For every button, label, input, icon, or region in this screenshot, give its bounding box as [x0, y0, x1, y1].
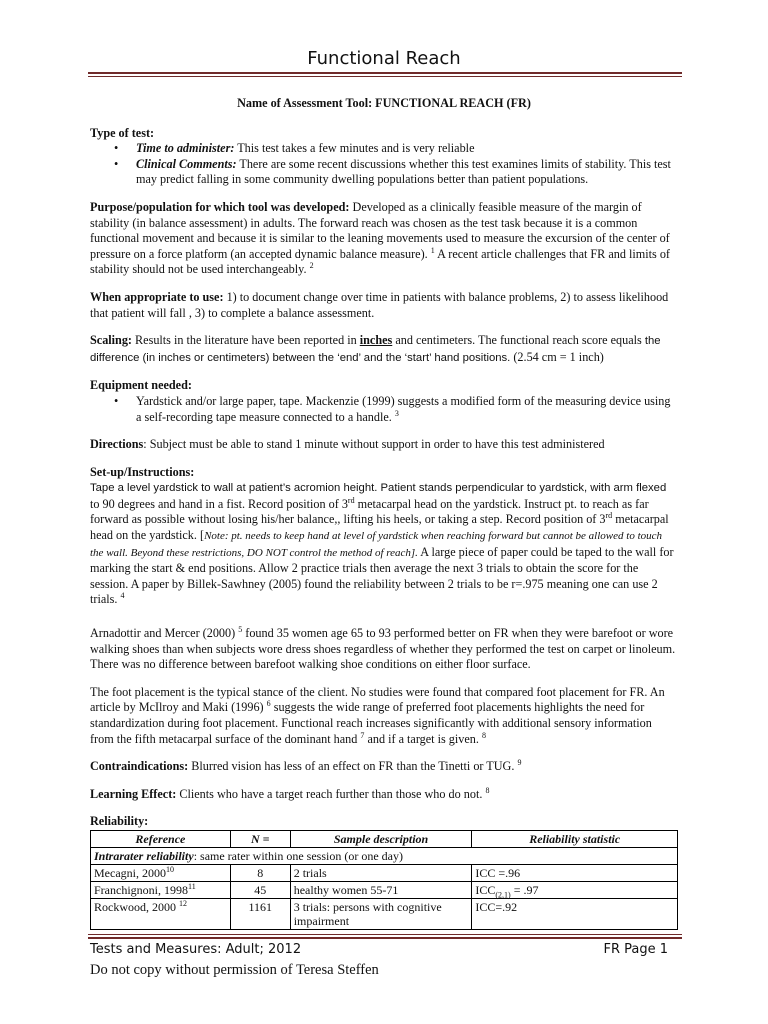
scaling-definition: the difference (in inches or centimeters) between the ‘end’ and the ‘start’ hand positions.: [90, 335, 661, 364]
time-text: This test takes a few minutes and is very reliable: [234, 141, 475, 156]
setup-section: [90, 465, 678, 608]
scaling-text: Results in the literature have been reported in: [131, 333, 360, 348]
table-cell-sample: 2 trials: [290, 864, 472, 881]
arnadottir-paragraph: [90, 626, 678, 673]
footer-copyright: Do not copy without permission of Teresa Steffen: [90, 962, 379, 978]
citation-sup: 1: [430, 245, 435, 255]
reliability-heading: Reliability:: [90, 814, 149, 829]
time-label: Time to administer:: [136, 141, 235, 156]
citation-sup: 8: [481, 730, 486, 740]
table-cell-reference: [91, 864, 231, 881]
table-cell-sample: healthy women 55-71: [290, 881, 472, 898]
stat-text: ICC: [475, 882, 496, 897]
table-cell-statistic: ICC =.96: [472, 864, 678, 881]
purpose-label: Purpose/population for which tool was developed:: [90, 199, 350, 214]
equipment-list: [90, 394, 678, 425]
arnadottir-text: Arnadottir and Mercer (2000): [90, 626, 236, 641]
reference-text: Rockwood, 2000: [94, 899, 176, 914]
table-cell-reference: [91, 881, 231, 898]
equipment-heading: Equipment needed:: [90, 378, 192, 393]
setup-heading: Set-up/Instructions:: [90, 464, 195, 479]
stat-subscript: (2,1): [495, 890, 511, 900]
table-cell-n: 1161: [230, 898, 290, 929]
column-header: Reliability statistic: [472, 830, 678, 847]
citation-sup: 3: [394, 408, 399, 418]
table-cell-statistic: [472, 881, 678, 898]
foot-text-3: and if a target is given.: [364, 731, 479, 746]
footer-page-number: FR Page 1: [603, 942, 668, 957]
when-label: When appropriate to use:: [90, 289, 224, 304]
citation-sup: 9: [517, 758, 522, 768]
list-item: [136, 141, 678, 157]
purpose-paragraph: [90, 200, 678, 278]
purpose-text: Developed as a clinically feasible measure of the margin of stability (in balance assessment) in adults. The forward reach was chosen as the test task because it is a common functional movement and because it is similar to the leaning movements used to measure the excursion of the center of pressure on a force platform (an accepted dynamic balance measure).: [90, 199, 670, 261]
scaling-inches: inches: [359, 333, 393, 348]
column-header: Reference: [91, 830, 231, 847]
setup-text-3: metacarpal head on the yardstick. [: [90, 512, 669, 543]
clinical-label: Clinical Comments:: [136, 156, 237, 171]
table-row: [91, 881, 678, 898]
contraindications-label: Contraindications:: [90, 759, 189, 774]
type-of-test-list: [90, 141, 678, 188]
contraindications-paragraph: [90, 759, 678, 775]
citation-sup: 12: [179, 898, 187, 908]
page-title: Functional Reach: [307, 48, 461, 69]
foot-paragraph: [90, 685, 678, 747]
column-header: Sample description: [290, 830, 472, 847]
type-of-test-section: [90, 126, 678, 188]
setup-text-2: metacarpal head on the yardstick. Instruct pt. to reach as far forward as possible without losing his/her balance,, lifting his heels, or taking a step. Record position of 3: [90, 496, 649, 527]
setup-text: [90, 480, 678, 608]
column-header: N =: [230, 830, 290, 847]
citation-sup: 5: [238, 624, 243, 634]
group-cell: [91, 847, 678, 864]
learning-paragraph: [90, 787, 678, 803]
citation-sup: 7: [360, 730, 365, 740]
list-item: [136, 157, 678, 188]
foot-text: The foot placement is the typical stance of the client. No studies were found that compared foot placement for FR. An article by McIlroy and Maki (1996): [90, 684, 665, 715]
setup-note: Note: pt. needs to keep hand at level of yardstick when reaching forward but cannot be allowed to touch the wall. Beyond these restrictions, DO NOT control the method of reach].: [90, 530, 663, 559]
type-of-test-heading: Type of test:: [90, 125, 155, 140]
directions-label: Directions: [90, 437, 144, 452]
contraindications-text: Blurred vision has less of an effect on FR than the Tinetti or TUG.: [188, 759, 515, 774]
header-divider: [88, 72, 682, 77]
footer-course: Tests and Measures: Adult; 2012: [90, 942, 302, 957]
citation-sup: 4: [120, 591, 125, 601]
reliability-table: [90, 830, 678, 930]
equipment-text: Yardstick and/or large paper, tape. Mackenzie (1999) suggests a modified form of the measuring device using a self-recording tape measure connected to a handle.: [136, 393, 671, 424]
learning-label: Learning Effect:: [90, 786, 177, 801]
ordinal-sup: rd: [347, 495, 355, 505]
citation-sup: 2: [309, 261, 314, 271]
learning-text: Clients who have a target reach further than those who do not.: [176, 786, 483, 801]
footer-divider: [88, 934, 682, 939]
when-paragraph: [90, 290, 678, 321]
document-body: [90, 96, 678, 930]
reference-text: Franchignoni, 1998: [94, 882, 188, 897]
when-text: 1) to document change over time in patients with balance problems, 2) to assess likelihood that patient will fall , 3) to complete a balance assessment.: [90, 289, 669, 320]
reliability-section: [90, 814, 678, 930]
table-cell-sample: 3 trials: persons with cognitive impairment: [290, 898, 472, 929]
equipment-section: [90, 378, 678, 425]
citation-sup: 6: [266, 699, 271, 709]
citation-sup: 10: [165, 864, 174, 874]
assessment-name: Name of Assessment Tool: FUNCTIONAL REACH (FR): [237, 96, 531, 110]
table-row: [91, 898, 678, 929]
scaling-text-2: and centimeters. The functional reach score equals: [392, 333, 645, 348]
directions-paragraph: [90, 437, 678, 453]
scaling-conversion: (2.54 cm = 1 inch): [510, 349, 604, 364]
scaling-paragraph: [90, 333, 678, 366]
citation-sup: 11: [188, 881, 196, 891]
table-row: [91, 864, 678, 881]
directions-text: : Subject must be able to stand 1 minute without support in order to have this test administered: [143, 437, 605, 452]
setup-text-1: to 90 degrees and hand in a fist. Record position of 3: [90, 496, 348, 511]
purpose-text-2: A recent article challenges that FR and limits of stability should not be used interchangeably.: [90, 246, 670, 277]
table-group-row: [91, 847, 678, 864]
stat-text-2: = .97: [510, 882, 539, 897]
scaling-label: Scaling:: [90, 333, 132, 348]
ordinal-sup: rd: [605, 511, 613, 521]
group-text: : same rater within one session (or one day): [193, 848, 403, 863]
reference-text: Mecagni, 2000: [94, 865, 166, 880]
arnadottir-text-2: found 35 women age 65 to 93 performed better on FR when they were barefoot or wore walking shoes than when subjects wore dress shoes regardless of whether they performed the test on carpet or linoleum. There was no difference between barefoot walking shoe conditions on either floor surface.: [90, 626, 676, 672]
table-cell-n: 8: [230, 864, 290, 881]
table-header-row: [91, 830, 678, 847]
clinical-text: There are some recent discussions whether this test examines limits of stability. This test may predict falling in some community dwelling populations better than patient populations.: [136, 156, 671, 187]
table-cell-reference: [91, 898, 231, 929]
setup-tape-text: Tape a level yardstick to wall at patient’s acromion height. Patient stands perpendicular to yardstick, with arm flexed: [90, 482, 667, 495]
table-cell-statistic: ICC=.92: [472, 898, 678, 929]
list-item: [136, 394, 678, 425]
citation-sup: 8: [485, 785, 490, 795]
foot-text-2: suggests the wide range of preferred foot placements highlights the need for standardization during foot placement. Functional reach increases significantly with additional sensory information from the fifth metacarpal surface of the dominant hand: [90, 700, 652, 746]
table-cell-n: 45: [230, 881, 290, 898]
group-label: Intrarater reliability: [94, 848, 194, 863]
setup-text-4: A large piece of paper could be taped to the wall for marking the start & end positions. Allow 2 practice trials then average the next 3 trials to obtain the score for the session. A paper by Billek-Sawhney (2005) found the reliability between 2 trials to be r=.975 meaning one can use 2 trials.: [90, 544, 674, 607]
